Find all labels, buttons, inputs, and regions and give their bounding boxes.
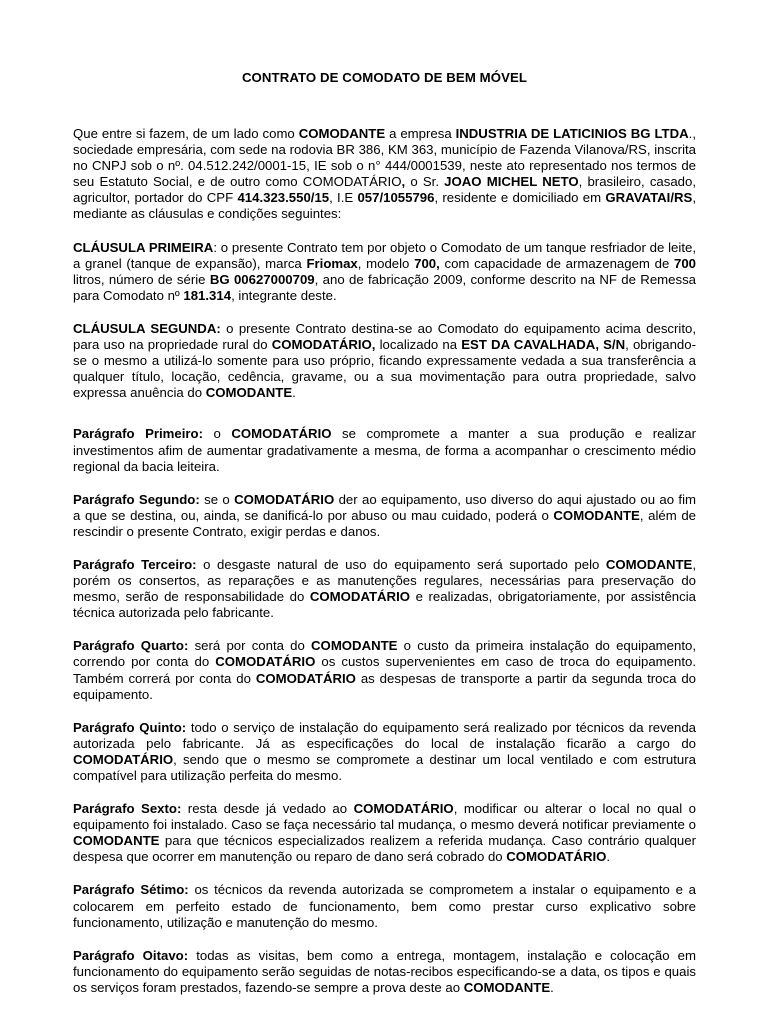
body-text: e realizadas, obrigatoriamente, por assistência técnica autorizada pelo fabricante.	[73, 589, 696, 621]
body-text: todo o serviço de instalação do equipamento será realizado por técnicos da revenda autorizada pelo fabricante. Já as especificações do local de instalação ficarão a cargo do	[73, 719, 697, 751]
bold-text: 414.323.550/15	[237, 190, 330, 206]
body-text: , brasileiro, casado, agricultor, portador do CPF	[73, 174, 697, 206]
paragraph-third	[73, 557, 696, 621]
bold-text: Parágrafo Primeiro:	[73, 426, 203, 442]
bold-text: Parágrafo Quarto:	[73, 638, 189, 654]
body-text: , além de rescindir o presente Contrato, exigir perdas e danos.	[73, 507, 696, 539]
bold-text: COMODATÁRIO	[353, 801, 454, 817]
body-text: o custo da primeira instalação do equipamento, correndo por conta do	[73, 638, 696, 670]
bold-text: COMODATÁRIO,	[271, 337, 376, 353]
bold-text: BG 00627000709	[209, 271, 315, 287]
bold-text: 700	[673, 255, 696, 271]
body-text: , mediante as cláusulas e condições seguintes:	[73, 190, 696, 222]
bold-text: COMODANTE	[463, 979, 551, 995]
body-text: , porém os consertos, as reparações e as manutenções regulares, necessárias para preservação do mesmo, serão de responsabilidade do	[73, 556, 697, 605]
body-text: o Sr.	[405, 174, 445, 190]
bold-text: 181.314	[183, 287, 232, 303]
bold-text: JOAO MICHEL NETO	[444, 174, 579, 190]
paragraph-fifth	[73, 720, 696, 784]
body-text: com capacidade de armazenagem de	[439, 255, 674, 271]
body-text: para que técnicos especializados realizem a referida mudança. Caso contrário qualquer despesa que ocorrer em manutenção ou reparo de dano será cobrado do	[73, 833, 696, 865]
paragraph-second	[73, 492, 696, 540]
body-text: Que entre si fazem, de um lado como	[73, 126, 299, 141]
body-text: os custos supervenientes em caso de troca do equipamento. Também correrá por conta do	[73, 654, 696, 686]
body-text: o presente Contrato destina-se ao Comodato do equipamento acima descrito, para uso na propriedade rural do	[73, 320, 696, 353]
bold-text: COMODATÁRIO	[506, 849, 607, 865]
body-text: se compromete a manter a sua produção e realizar investimentos afim de aumentar gradativamente a mesma, de forma a acompanhar o crescimento médio regional da bacia leiteira.	[73, 426, 697, 474]
bold-text: Friomax	[306, 255, 358, 271]
bold-text: COMODANTE	[605, 556, 693, 572]
bold-text: COMODATÁRIO	[234, 491, 335, 507]
clause-second	[73, 321, 696, 401]
document-title: CONTRATO DE COMODATO DE BEM MÓVEL	[241, 70, 528, 85]
bold-text: Parágrafo Sétimo:	[73, 882, 189, 898]
bold-text: COMODANTE	[205, 385, 293, 401]
body-text: se o	[199, 491, 235, 507]
body-text: o desgaste natural de uso do equipamento será suportado pelo	[196, 556, 606, 572]
bold-text: COMODATÁRIO	[73, 751, 174, 767]
body-text: resta desde já vedado ao	[181, 801, 354, 817]
body-text: , sendo que o mesmo se compromete a destinar um local ventilado e com estrutura compatível para utilização perfeita do mesmo.	[73, 751, 696, 783]
body-text: , modelo	[357, 255, 415, 271]
paragraph-eighth	[73, 948, 696, 996]
body-text: , obrigando-se o mesmo a utilizá-lo somente para uso próprio, ficando expressamente vedada a sua transferência a qualquer título, locação, cedência, gravame, ou a sua movimentação para outra propriedade, salvo expressa anuência do	[73, 337, 696, 401]
bold-text: EST DA CAVALHADA, S/N	[461, 337, 626, 353]
paragraph-fourth	[73, 638, 696, 702]
bold-text: Parágrafo Quinto:	[73, 719, 187, 735]
body-text: .	[292, 385, 296, 401]
bold-text: Parágrafo Oitavo:	[73, 947, 189, 963]
bold-text: COMODATÁRIO	[215, 654, 316, 670]
bold-text: COMODATÁRIO	[309, 589, 411, 605]
bold-text: Parágrafo Sexto:	[73, 801, 182, 817]
bold-text: Parágrafo Terceiro:	[73, 556, 197, 572]
bold-text: COMODATÁRIO	[231, 426, 332, 442]
body-text: localizado na	[375, 337, 462, 353]
body-text: , ano de fabricação 2009, conforme descrito na NF de Remessa para Comodato nº	[73, 271, 696, 303]
bold-text: CLÁUSULA PRIMEIRA	[73, 239, 214, 255]
bold-text: ,	[401, 174, 406, 190]
body-text: .	[550, 979, 554, 995]
body-text: der ao equipamento, uso diverso do aqui ajustado ou ao fim a que se destina, ou, ainda, se danificá-lo por abuso ou mau cuidado, poderá o	[73, 491, 696, 523]
body-text: : o presente Contrato tem por objeto o Comodato de um tanque resfriador de leite, a granel (tanque de expansão), marca	[73, 239, 696, 271]
body-text: litros, número de série	[73, 271, 210, 287]
body-text: .	[606, 849, 611, 865]
bold-text: COMODANTE	[311, 638, 398, 654]
body-text: a empresa	[385, 126, 456, 141]
bold-text: CLÁUSULA SEGUNDA:	[73, 320, 221, 336]
body-text: , modificar ou alterar o local no qual o equipamento foi instalado. Caso se faça necessário tal mudança, o mesmo deverá notificar previamente o	[73, 801, 696, 833]
bold-text: COMODATÁRIO	[255, 670, 356, 686]
body-text: , I.E	[329, 190, 358, 206]
body-text: as despesas de transporte a partir da segunda troca do equipamento.	[73, 670, 696, 702]
paragraph-first	[73, 426, 696, 474]
paragraph-seventh	[73, 882, 696, 930]
bold-text: COMODANTE	[73, 833, 160, 849]
bold-text: INDUSTRIA DE LATICINIOS BG LTDA	[455, 126, 689, 141]
body-text: , residente e domiciliado em	[434, 190, 606, 206]
paragraph-sixth	[73, 801, 696, 865]
clause-first	[73, 240, 696, 304]
bold-text: COMODANTE	[553, 507, 640, 523]
bold-text: GRAVATAI/RS	[605, 190, 693, 206]
body-text: todas as visitas, bem como a entrega, montagem, instalação e colocação em funcionamento do equipamento serão seguidas de notas-recibos especificando-se a data, os tipos e quais os serviços foram prestados, fazendo-se sempre a prova deste ao	[73, 947, 696, 995]
bold-text: Parágrafo Segundo:	[73, 491, 200, 507]
body-text: o	[203, 426, 232, 442]
bold-text: COMODANTE	[298, 126, 386, 141]
body-text: será por conta do	[188, 638, 312, 654]
bold-text: 057/1055796	[357, 190, 435, 206]
bold-text: 700,	[414, 255, 440, 271]
body-text: ., sociedade empresária, com sede na rodovia BR 386, KM 363, município de Fazenda Vilanova/RS, inscrita no CNPJ sob o nº. 04.512.242/0001-15, IE sob o n° 444/0001539, neste ato representado nos termos de seu Estatuto Social, e de outro como COMODATÁRIO	[73, 126, 696, 190]
body-text: os técnicos da revenda autorizada se comprometem a instalar o equipamento e a colocarem em perfeito estado de funcionamento, bem como prestar curso explicativo sobre funcionamento, utilização e manutenção do mesmo.	[73, 882, 697, 930]
intro-paragraph	[73, 126, 696, 223]
body-text: , integrante deste.	[231, 287, 337, 303]
